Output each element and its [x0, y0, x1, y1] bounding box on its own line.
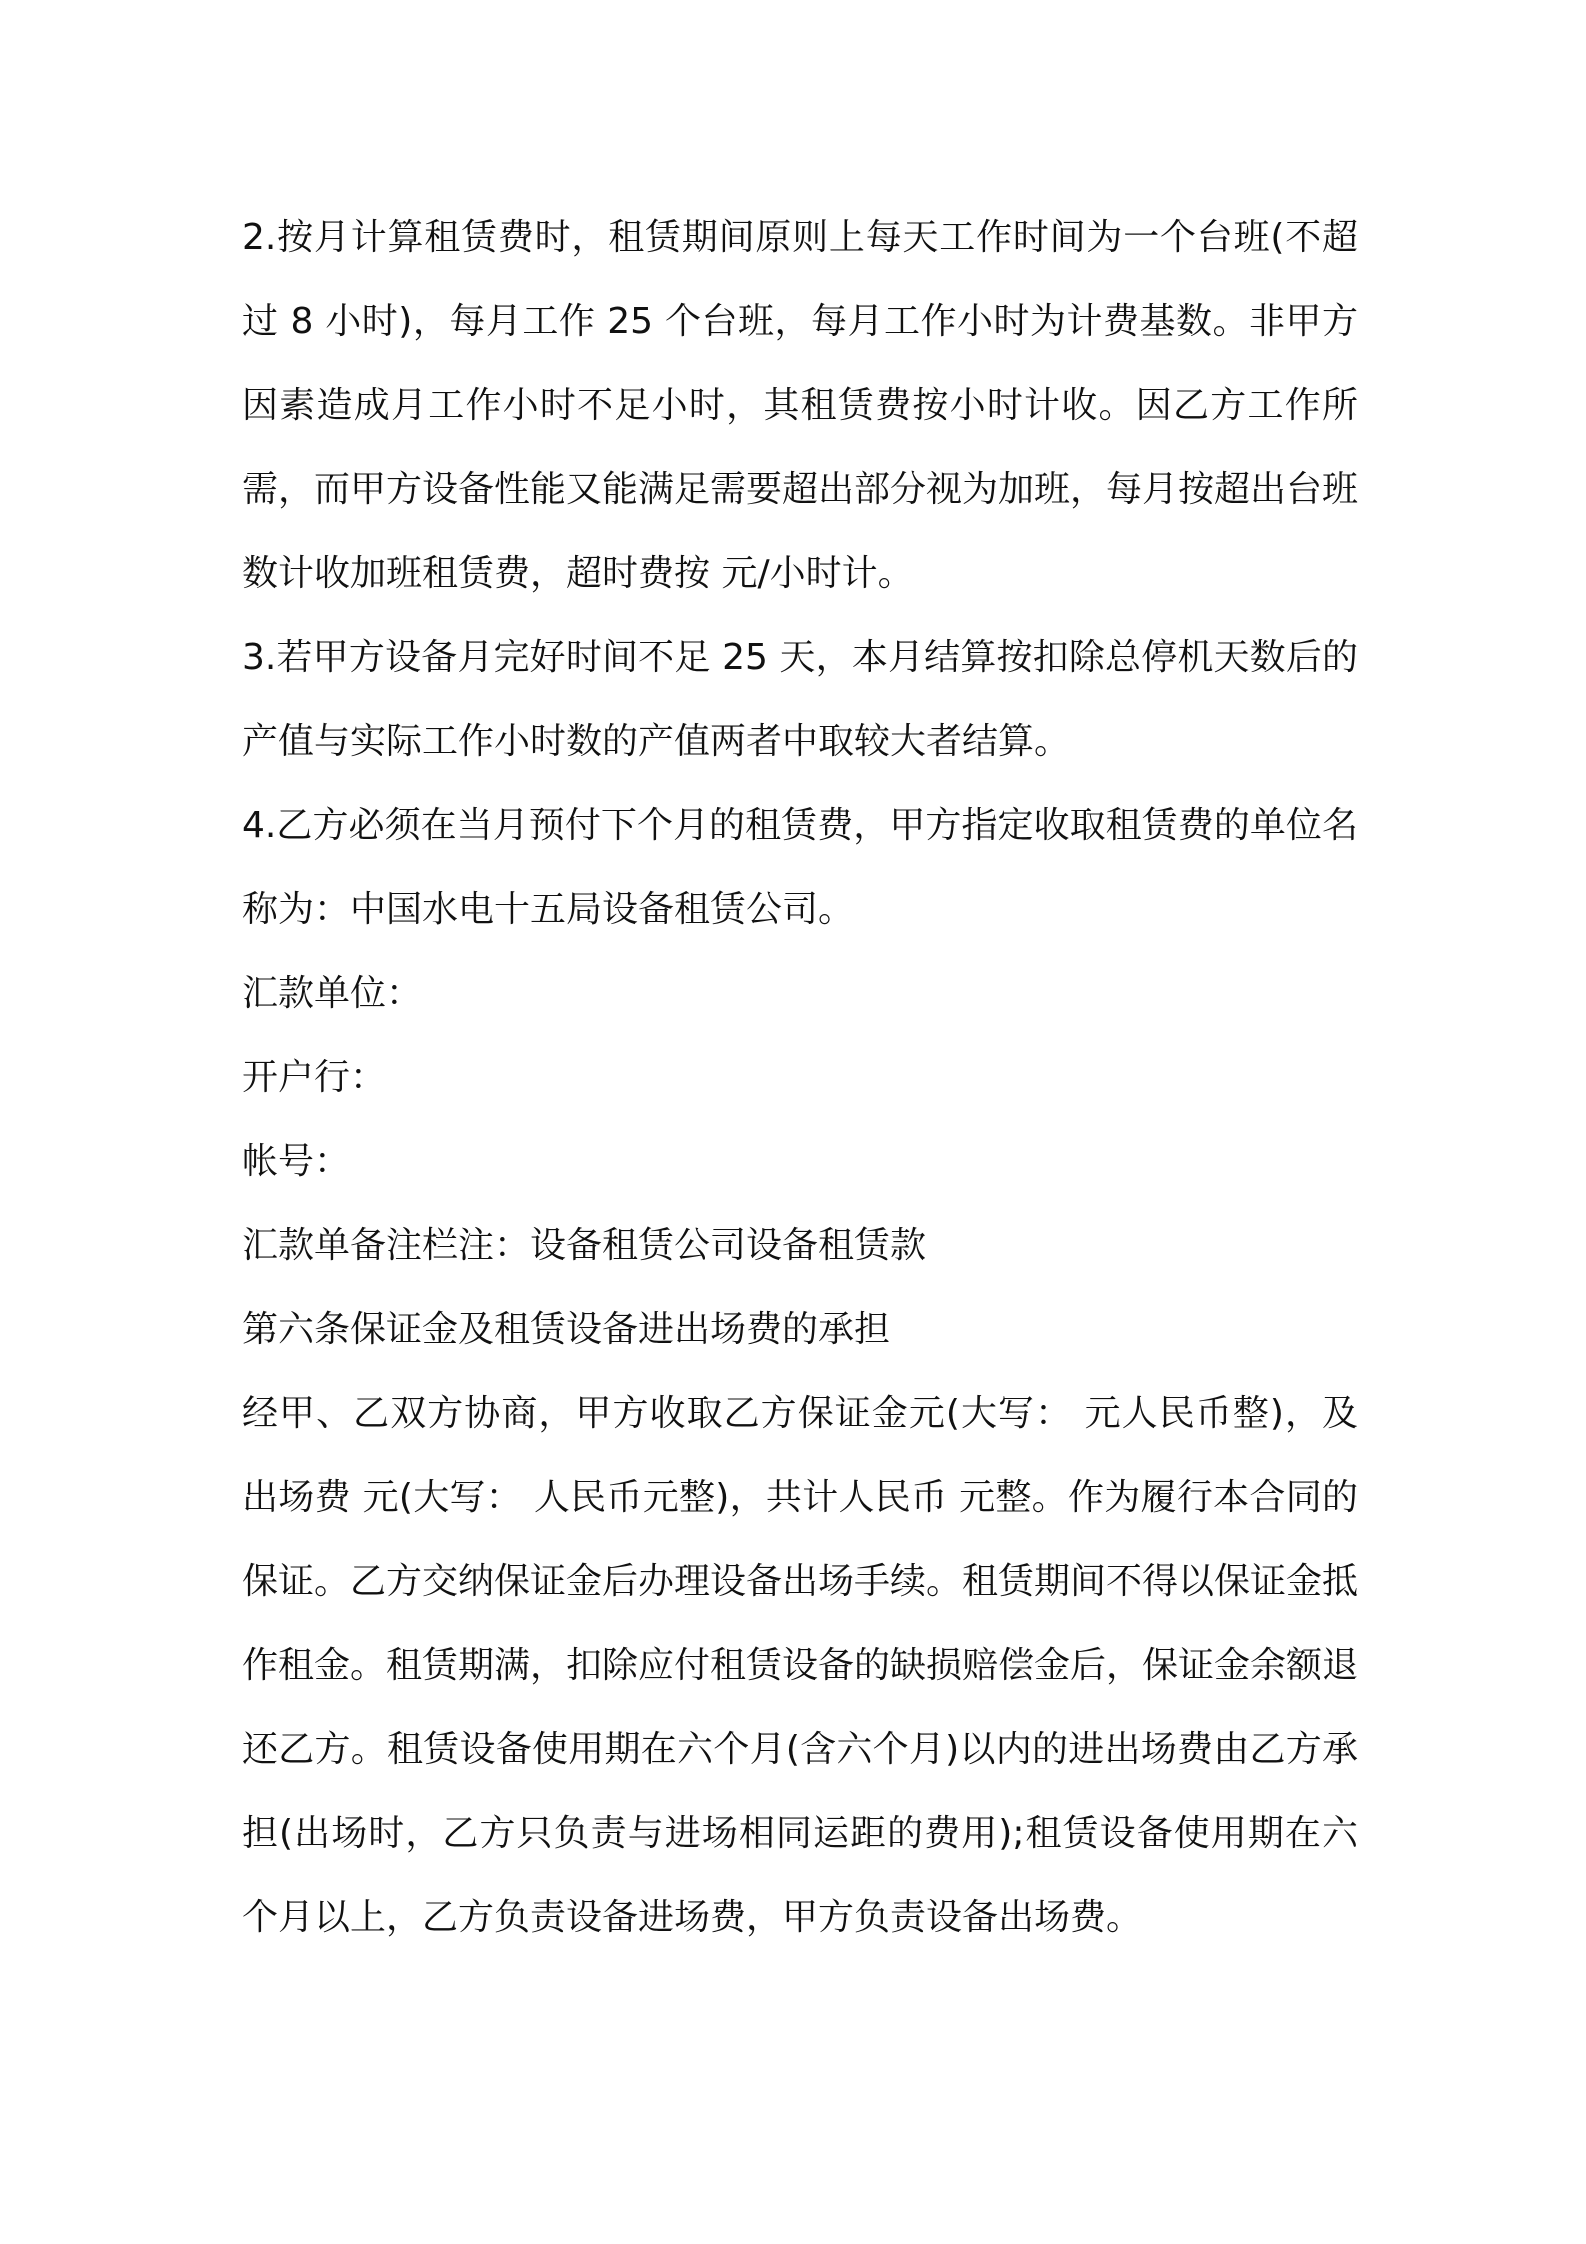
paragraph-settlement: 3.若甲方设备月完好时间不足 25 天，本月结算按扣除总停机天数后的产值与实际工作小时数的产值两者中取较大者结算。	[242, 637, 1358, 762]
field-account: 帐号：	[242, 1141, 351, 1182]
document-body	[242, 196, 1358, 1960]
paragraph-prepayment: 4.乙方必须在当月预付下个月的租赁费，甲方指定收取租赁费的单位名称为：中国水电十五局设备租赁公司。	[242, 805, 1358, 930]
field-remittance-note: 汇款单备注栏注：设备租赁公司设备租赁款	[242, 1225, 927, 1266]
paragraph-billing-monthly: 2.按月计算租赁费时，租赁期间原则上每天工作时间为一个台班(不超过 8 小时)，每月工作 25 个台班，每月工作小时为计费基数。非甲方因素造成月工作小时不足小时，其租赁费按小时计收。因乙方工作所需，而甲方设备性能又能满足需要超出部分视为加班，每月按超出台班数计收加班租赁费，超时费按 元/小时计。	[242, 217, 1359, 594]
field-remitter: 汇款单位：	[242, 973, 423, 1014]
field-bank: 开户行：	[242, 1057, 387, 1098]
paragraph-deposit: 经甲、乙双方协商，甲方收取乙方保证金元(大写： 元人民币整)，及出场费 元(大写： 人民币元整)，共计人民币 元整。作为履行本合同的保证。乙方交纳保证金后办理设备出场手续。租赁期间不得以保证金抵作租金。租赁期满，扣除应付租赁设备的缺损赔偿金后，保证金余额退还乙方。租赁设备使用期在六个月(含六个月)以内的进出场费由乙方承担(出场时，乙方只负责与进场相同运距的费用);租赁设备使用期在六个月以上，乙方负责设备进场费，甲方负责设备出场费。	[242, 1393, 1359, 1938]
article-six-heading: 第六条保证金及租赁设备进出场费的承担	[242, 1309, 891, 1350]
